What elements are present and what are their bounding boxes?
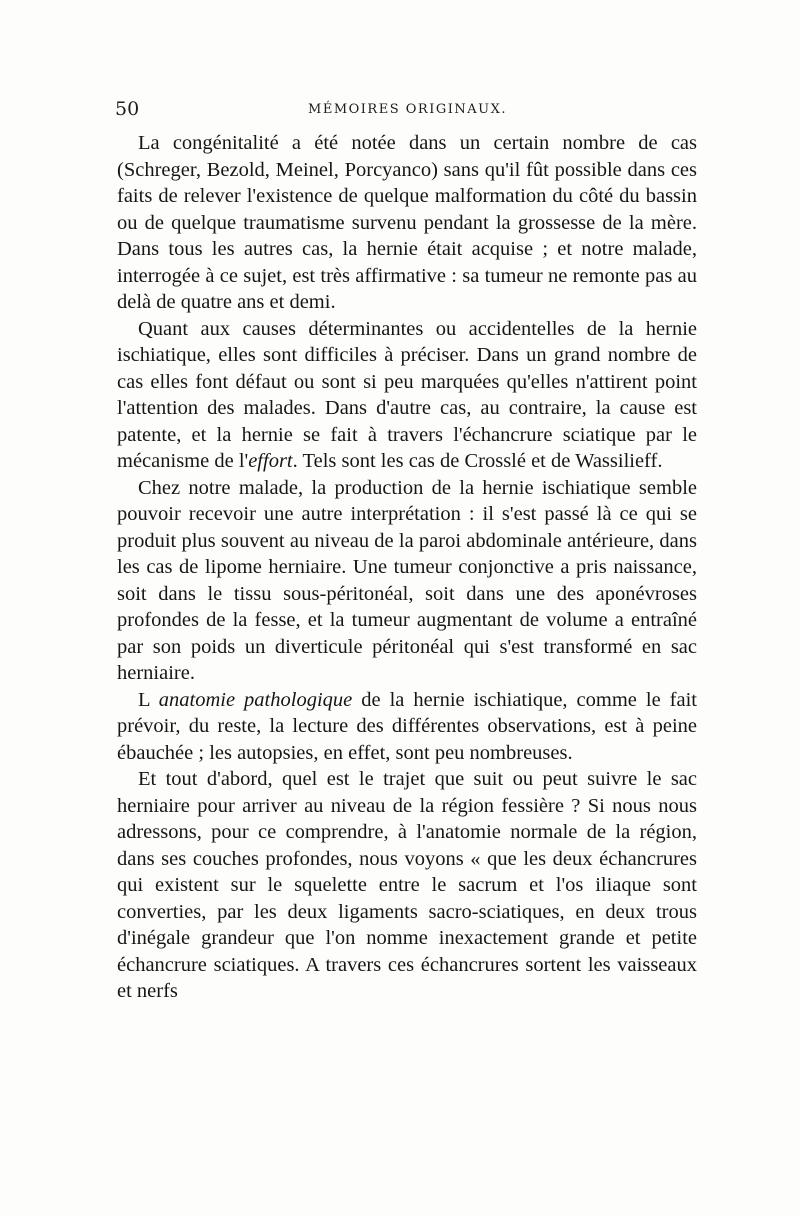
paragraph-congenitalite: La congénitalité a été notée dans un certain nombre de cas (Schreger, Bezold, Meinel, Porcyanco) sans qu'il fût possible dans ces faits de relever l'existence de quelque malformation du côté du bassin ou de quelque traumatisme survenu pendant la grossesse de la mère. Dans tous les autres cas, la hernie était acquise ; et notre malade, interrogée à ce sujet, est très affirmative : sa tumeur ne remonte pas au delà de quatre ans et demi. <box>117 132 697 313</box>
anatomie-initial: L <box>138 688 150 711</box>
paragraph-anatomie-text: de la hernie ischiatique, comme le fait prévoir, du reste, la lecture des différentes observations, est à peine ébauchée ; les autopsies, en effet, sont peu nombreuses. <box>117 688 697 764</box>
paragraph-causes <box>117 316 697 475</box>
article-l: l' <box>238 450 249 472</box>
body-text <box>117 130 697 1005</box>
paragraph-causes-text: Quant aux causes déterminantes ou accidentelles de la hernie ischiatique, elles sont difficiles à préciser. Dans un grand nombre de cas elles font défaut ou sont si peu marquées qu'elles n'attirent point l'attention des malades. Dans d'autre cas, au contraire, la cause est patente, et la hernie se fait à travers l'échancrure sciatique par le mécanisme de <box>117 317 697 472</box>
running-head <box>115 98 700 126</box>
effort-italic: effort <box>248 450 293 472</box>
anatomie-pathologique-italic: anatomie pathologique <box>158 688 353 711</box>
paragraph-anatomie <box>117 687 697 767</box>
paragraph-trajet: Et tout d'abord, quel est le trajet que suit ou peut suivre le sac herniaire pour arriver au niveau de la région fessière ? Si nous nous adressons, pour ce comprendre, à l'anatomie normale de la région, dans ses couches profondes, nous voyons « que les deux échancrures qui existent sur le squelette entre le sacrum et l'os iliaque sont converties, par les deux ligaments sacro-sciatiques, en deux trous d'inégale grandeur que l'on nomme inexactement grande et petite échancrure sciatiques. A travers ces échancrures sortent les vaisseaux et nerfs <box>117 768 697 1002</box>
running-title: MÉMOIRES ORIGINAUX. <box>308 102 507 117</box>
paragraph-interpretation: Chez notre malade, la production de la hernie ischiatique semble pouvoir recevoir une autre interprétation : il s'est passé là ce qui se produit plus souvent au niveau de la paroi abdominale antérieure, dans les cas de lipome herniaire. Une tumeur conjonctive a pris naissance, soit dans le tissu sous-péritonéal, soit dans une des aponévroses profondes de la fesse, et la tumeur augmentant de volume a entraîné par son poids un diverticule péritonéal qui s'est transformé en sac herniaire. <box>117 476 697 684</box>
page-number: 50 <box>115 98 140 120</box>
paragraph-causes-end: . Tels sont les cas de Crosslé et de Wassilieff. <box>292 450 663 472</box>
